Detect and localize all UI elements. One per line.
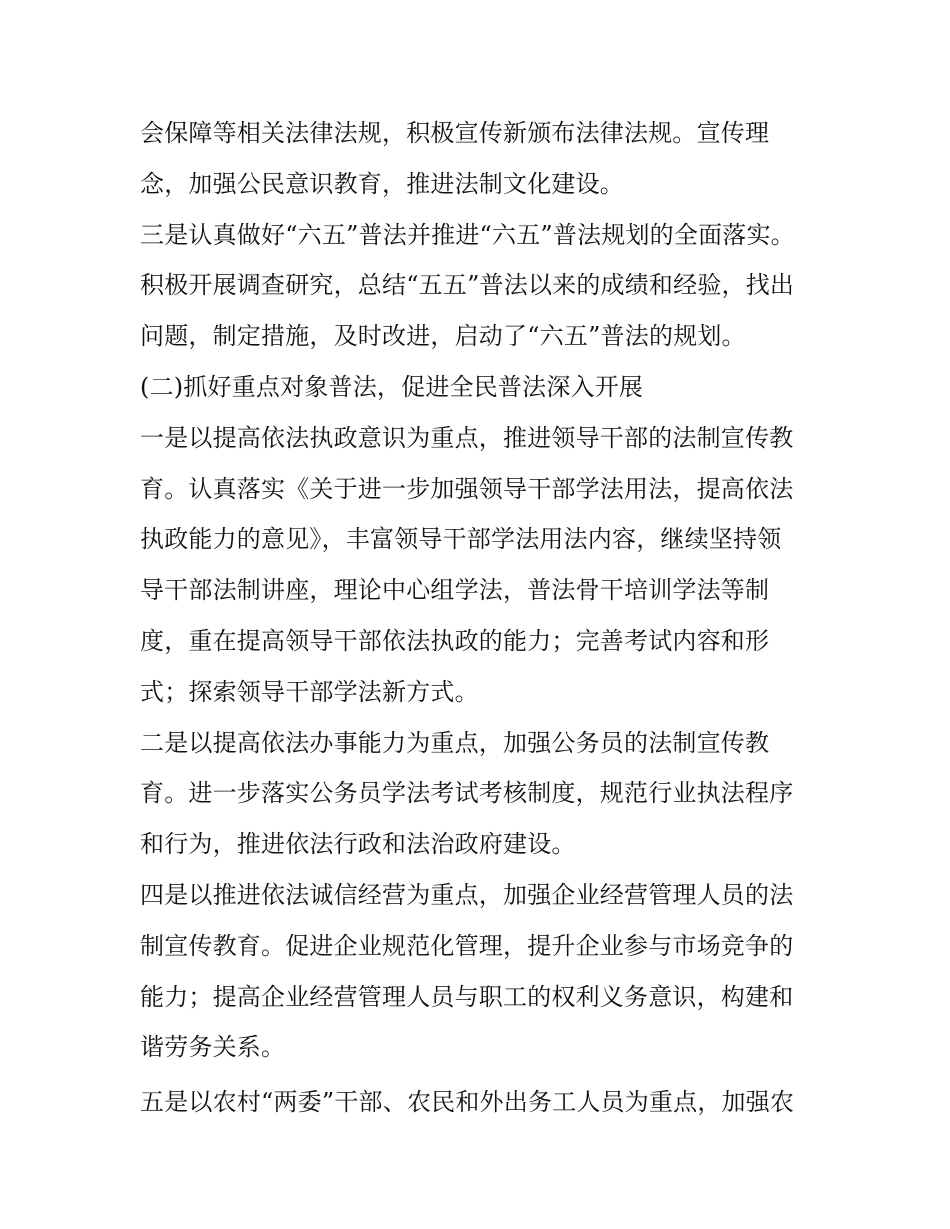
text-line: 二是以提高依法办事能力为重点，加强公务员的法制宣传教 [140, 728, 770, 757]
text-line: 育。进一步落实公务员学法考试考核制度，规范行业执法程序 [140, 779, 794, 808]
text-line: 执政能力的意见》，丰富领导干部学法用法内容，继续坚持领 [140, 525, 782, 554]
text-line: 谐劳务关系。 [140, 1033, 286, 1062]
document-body [140, 108, 820, 1128]
text-line: 能力；提高企业经营管理人员与职工的权利义务意识，构建和 [140, 982, 794, 1011]
text-line: 三是认真做好“六五”普法并推进“六五”普法规划的全面落实。 [140, 220, 795, 249]
text-line: 和行为，推进依法行政和法治政府建设。 [140, 830, 576, 859]
text-line: 育。认真落实《关于进一步加强领导干部学法用法，提高依法 [140, 474, 794, 503]
text-line: 制宣传教育。促进企业规范化管理，提升企业参与市场竞争的 [140, 931, 794, 960]
text-line: 四是以推进依法诚信经营为重点，加强企业经营管理人员的法 [140, 880, 794, 909]
section-heading: (二)抓好重点对象普法，促进全民普法深入开展 [140, 372, 644, 401]
text-line: 一是以提高依法执政意识为重点，推进领导干部的法制宣传教 [140, 423, 794, 452]
text-line: 五是以农村“两委”干部、农民和外出务工人员为重点，加强农 [140, 1088, 795, 1117]
text-line: 式；探索领导干部学法新方式。 [140, 677, 479, 706]
text-line: 度，重在提高领导干部依法执政的能力；完善考试内容和形 [140, 626, 770, 655]
text-line: 念，加强公民意识教育，推进法制文化建设。 [140, 169, 624, 198]
text-line: 积极开展调查研究，总结“五五”普法以来的成绩和经验，找出 [140, 271, 795, 300]
text-line: 导干部法制讲座，理论中心组学法，普法骨干培训学法等制 [140, 576, 770, 605]
text-line: 会保障等相关法律法规，积极宣传新颁布法律法规。宣传理 [140, 119, 770, 147]
text-line: 问题，制定措施，及时改进，启动了“六五”普法的规划。 [140, 322, 746, 351]
